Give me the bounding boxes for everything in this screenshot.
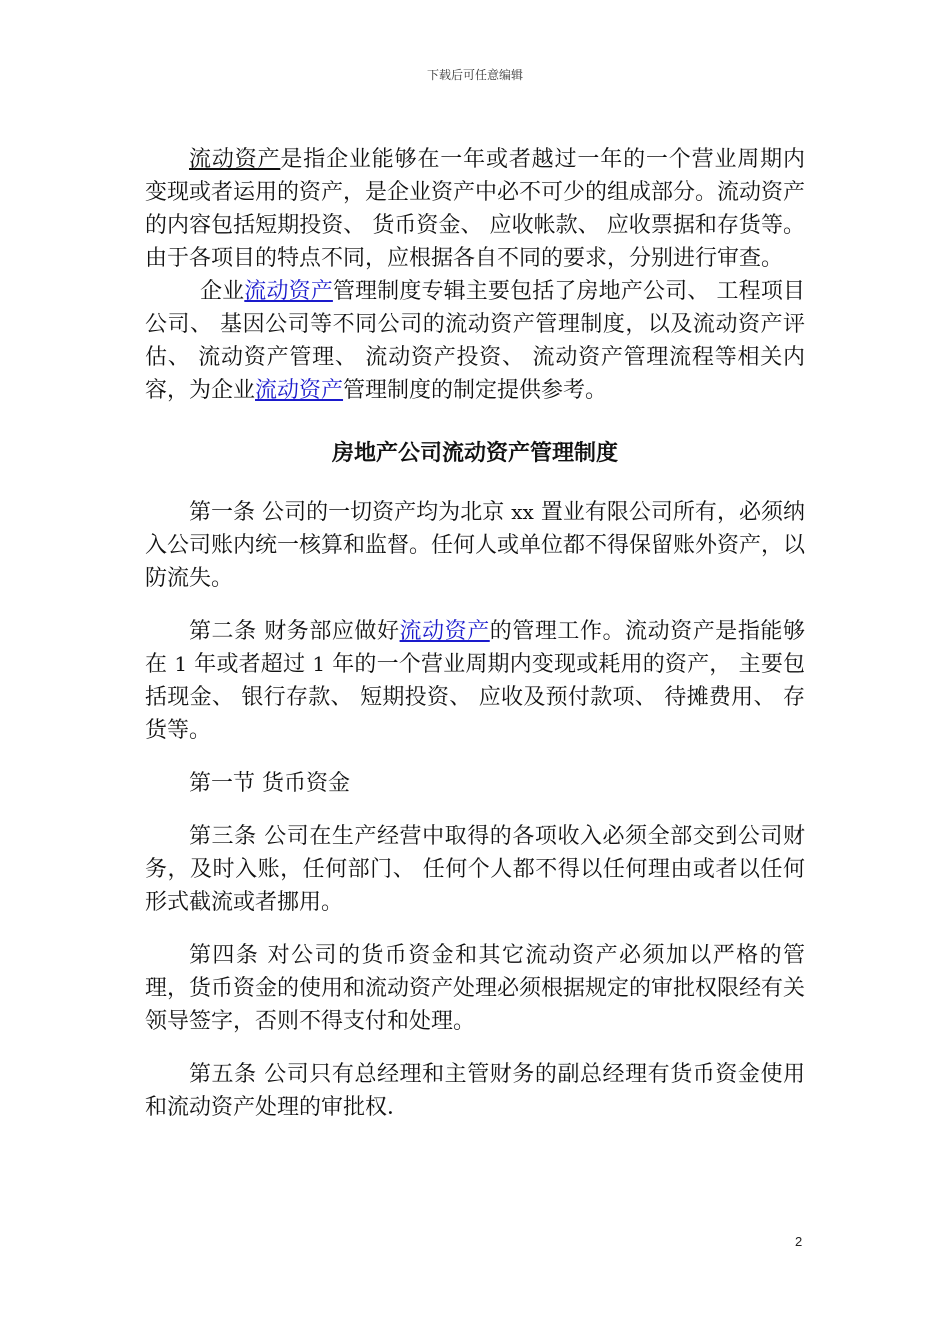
- article1-pre: 第一条 公司的一切资产均为北京: [189, 500, 512, 525]
- article-1: [145, 496, 805, 595]
- intro-paragraph-2: [145, 275, 805, 407]
- intro2-suffix: 管理制度的制定提供参考。: [343, 378, 608, 403]
- document-body: [145, 143, 805, 1124]
- article2-n2: 1: [312, 652, 326, 676]
- link-liquid-assets-3[interactable]: 流动资产: [399, 619, 490, 644]
- page-header: 下载后可任意编辑: [426, 68, 523, 82]
- term-liquid-assets: 流动资产: [189, 147, 281, 172]
- article-3: 第三条 公司在生产经营中取得的各项收入必须全部交到公司财务，及时入账，任何部门、 任何个人都不得以任何理由或者以任何形式截流或者挪用。: [145, 824, 805, 915]
- article1-post: 置业有限公司所有，必须纳入公司账内统一核算和监督。任何人或单位都不得保留账外资产，以防流失。: [145, 500, 806, 591]
- page-number: 2: [795, 1234, 803, 1249]
- intro2-prefix: 企业: [200, 279, 245, 304]
- article-4: 第四条 对公司的货币资金和其它流动资产必须加以严格的管理，货币资金的使用和流动资产处理必须根据规定的审批权限经有关领导签字，否则不得支付和处理。: [145, 943, 806, 1034]
- document-title: 房地产公司流动资产管理制度: [331, 441, 618, 466]
- article2-n1: 1: [174, 652, 188, 676]
- article2-pre: 第二条 财务部应做好: [189, 619, 400, 644]
- article-5: 第五条 公司只有总经理和主管财务的副总经理有货币资金使用和流动资产处理的审批权．: [145, 1062, 805, 1120]
- article-2: [145, 615, 805, 747]
- article2-mid2: 年或者超过: [187, 652, 313, 677]
- intro1-text: 是指企业能够在一年或者越过一年的一个营业周期内变现或者运用的资产，是企业资产中必不可少的组成部分。流动资产的内容包括短期投资、 货币资金、 应收帐款、 应收票据和存货等。由于各项目的特点不同，应根据各自不同的要求，分别进行审查。: [145, 147, 806, 271]
- article2-mid1: 的管理工作。流动资产是指能够在: [145, 619, 805, 677]
- intro2-middle: 管理制度专辑主要包括了房地产公司、 工程项目公司、 基因公司等不同公司的流动资产管理制度，以及流动资产评估、 流动资产管理、 流动资产投资、 流动资产管理流程等相关内容，为企业: [145, 279, 805, 403]
- article1-xx: xx: [511, 500, 534, 524]
- section-1-heading: 第一节 货币资金: [189, 771, 350, 796]
- article2-post: 年的一个营业周期内变现或耗用的资产， 主要包括现金、 银行存款、 短期投资、 应收及预付款项、 待摊费用、 存货等。: [145, 652, 805, 743]
- intro-paragraph-1: [145, 143, 805, 275]
- link-liquid-assets-1[interactable]: 流动资产: [244, 279, 333, 304]
- link-liquid-assets-2[interactable]: 流动资产: [255, 378, 344, 403]
